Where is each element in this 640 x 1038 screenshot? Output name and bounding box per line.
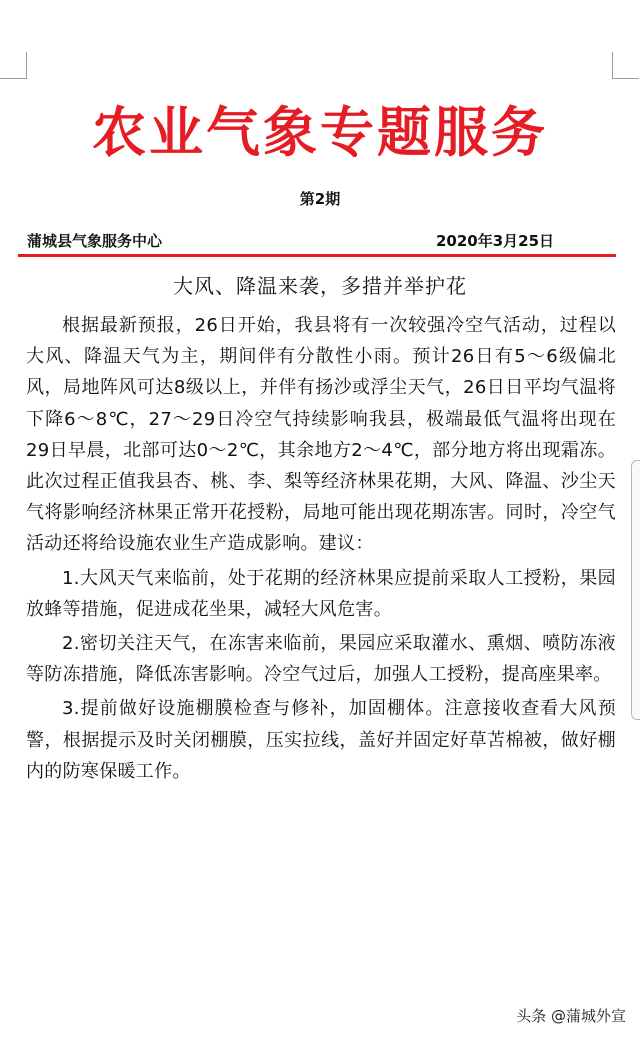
suggestion-item-3: 3.提前做好设施棚膜检查与修补，加固棚体。注意接收查看大风预警，根据提示及时关闭棚膜，压实拉线，盖好并固定好草苫棉被，做好棚内的防寒保暖工作。 [26,698,616,782]
suggestion-item-2: 2.密切关注天气，在冻害来临前，果园应采取灌水、熏烟、喷防冻液等防冻措施，降低冻害影响。冷空气过后，加强人工授粉，提高座果率。 [26,633,616,686]
page-corner-mark-top-left [0,52,27,79]
article-body [26,310,616,787]
source-watermark: 头条 @蒲城外宣 [516,1007,626,1025]
issuing-organization: 蒲城县气象服务中心 [27,232,163,250]
issue-number: 第2期 [299,190,341,208]
body-paragraph: 根据最新预报，26日开始，我县将有一次较强冷空气活动，过程以大风、降温天气为主，期间伴有分散性小雨。预计26日有5～6级偏北风，局地阵风可达8级以上，并伴有扬沙或浮尘天气，26日日平均气温将下降6～8℃，27～29日冷空气持续影响我县，极端最低气温将出现在29日早晨，北部可达0～2℃，其余地方2～4℃，部分地方将出现霜冻。此次过程正值我县杏、桃、李、梨等经济林果花期，大风、降温、沙尘天气将影响经济林果正常开花授粉，局地可能出现花期冻害。同时，冷空气活动还将给设施农业生产造成影响。建议： [26,315,616,555]
article-headline: 大风、降温来袭，多措并举护花 [173,274,467,298]
document-title: 农业气象专题服务 [92,101,548,164]
issue-date: 2020年3月25日 [436,232,555,250]
scrollbar-thumb[interactable] [631,460,640,720]
page-corner-mark-top-right [612,52,639,79]
header-divider [18,254,616,257]
suggestion-item-1: 1.大风天气来临前，处于花期的经济林果应提前采取人工授粉，果园放蜂等措施，促进成花坐果，减轻大风危害。 [26,567,616,620]
